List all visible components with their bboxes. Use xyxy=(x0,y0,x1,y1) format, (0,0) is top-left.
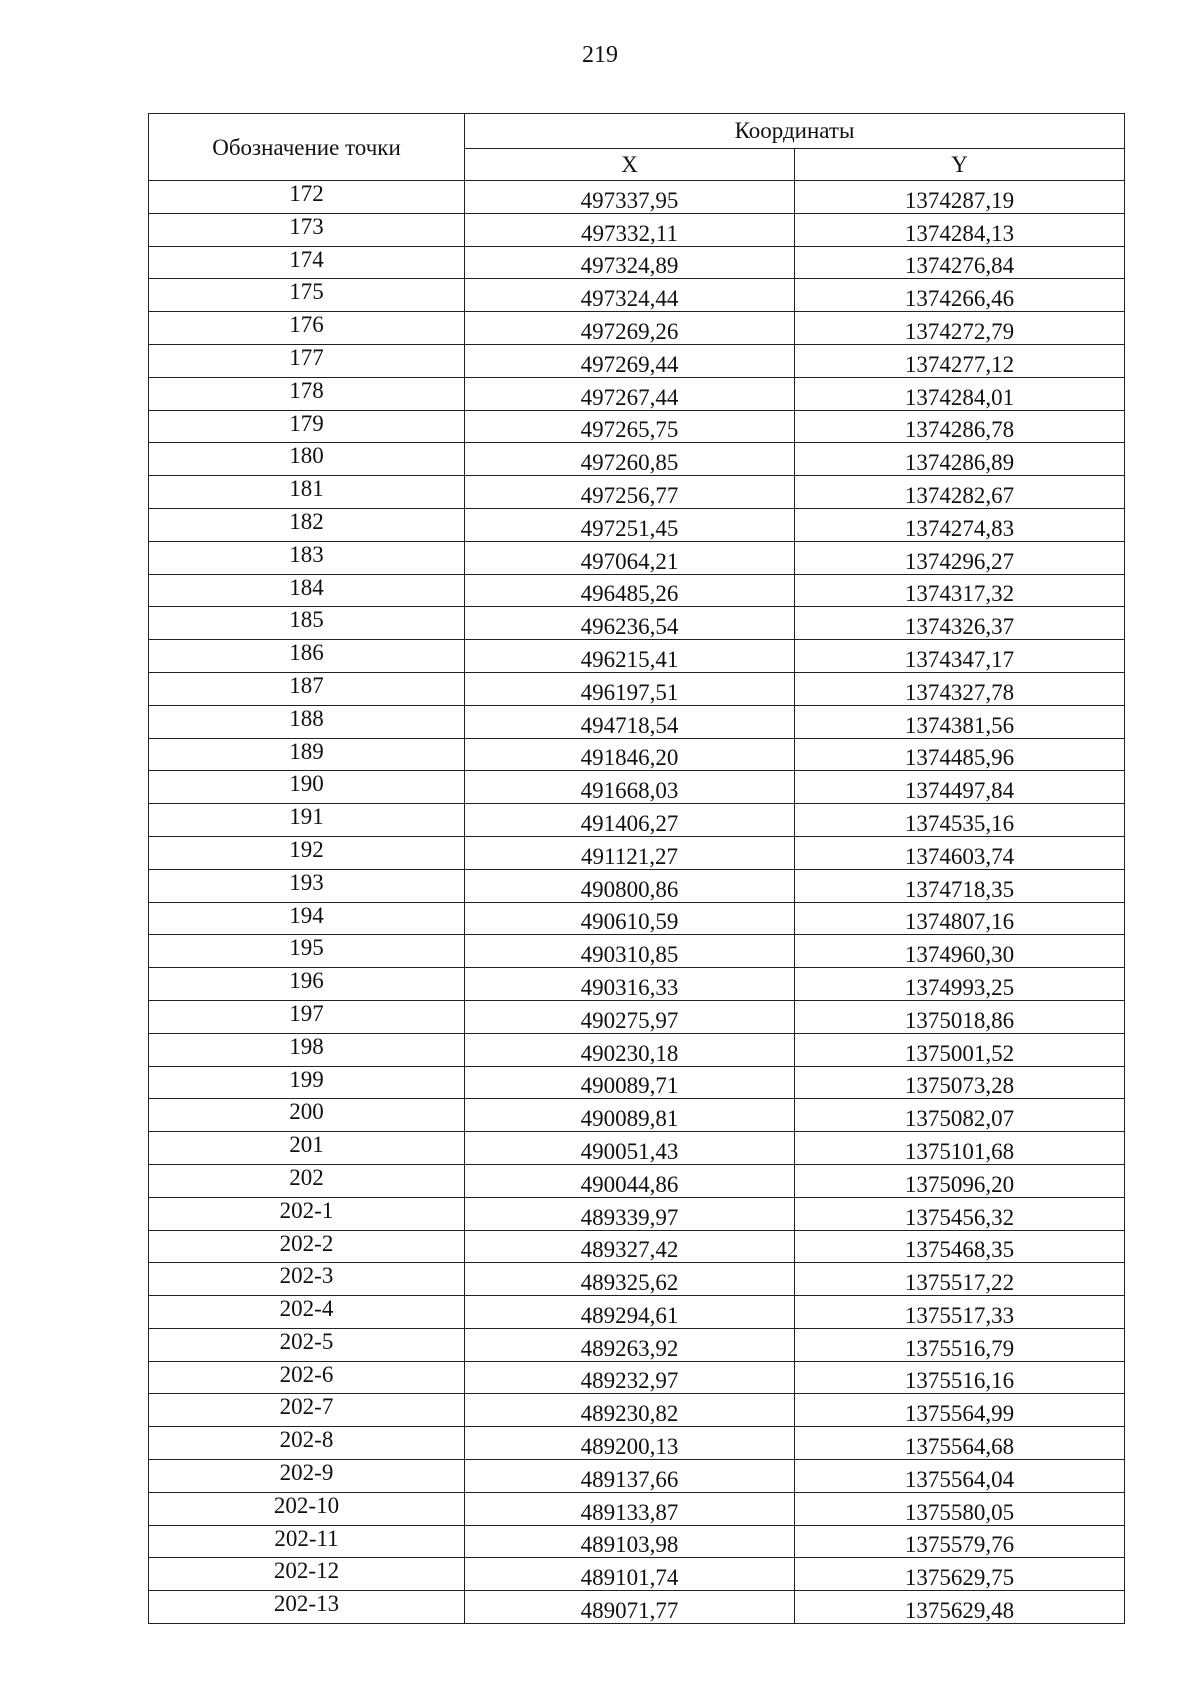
table-row xyxy=(149,1460,1125,1493)
table-row xyxy=(149,279,1125,312)
table-row xyxy=(149,213,1125,246)
table-row xyxy=(149,246,1125,279)
x-coordinate-cell: 489325,62 xyxy=(465,1263,795,1296)
y-coordinate-cell: 1375579,76 xyxy=(795,1525,1125,1558)
point-designation-cell: 192 xyxy=(149,836,465,869)
point-designation-cell: 195 xyxy=(149,935,465,968)
x-coordinate-cell: 497324,44 xyxy=(465,279,795,312)
point-designation-cell: 183 xyxy=(149,541,465,574)
y-coordinate-cell: 1374287,19 xyxy=(795,181,1125,214)
x-coordinate-cell: 490230,18 xyxy=(465,1033,795,1066)
point-designation-cell: 193 xyxy=(149,869,465,902)
table-row xyxy=(149,1525,1125,1558)
table-row xyxy=(149,1164,1125,1197)
table-body xyxy=(149,181,1125,1624)
table-row xyxy=(149,1296,1125,1329)
header-y: Y xyxy=(795,148,1125,180)
table-row xyxy=(149,443,1125,476)
table-row xyxy=(149,508,1125,541)
y-coordinate-cell: 1374327,78 xyxy=(795,672,1125,705)
x-coordinate-cell: 496215,41 xyxy=(465,640,795,673)
point-designation-cell: 202-5 xyxy=(149,1328,465,1361)
x-coordinate-cell: 489230,82 xyxy=(465,1394,795,1427)
point-designation-cell: 172 xyxy=(149,181,465,214)
y-coordinate-cell: 1375517,33 xyxy=(795,1296,1125,1329)
point-designation-cell: 202-4 xyxy=(149,1296,465,1329)
header-coordinates: Координаты xyxy=(465,114,1125,149)
y-coordinate-cell: 1375456,32 xyxy=(795,1197,1125,1230)
x-coordinate-cell: 489103,98 xyxy=(465,1525,795,1558)
point-designation-cell: 200 xyxy=(149,1099,465,1132)
y-coordinate-cell: 1375468,35 xyxy=(795,1230,1125,1263)
point-designation-cell: 202-13 xyxy=(149,1591,465,1624)
x-coordinate-cell: 489232,97 xyxy=(465,1361,795,1394)
table-row xyxy=(149,344,1125,377)
y-coordinate-cell: 1374274,83 xyxy=(795,508,1125,541)
y-coordinate-cell: 1375001,52 xyxy=(795,1033,1125,1066)
x-coordinate-cell: 489294,61 xyxy=(465,1296,795,1329)
y-coordinate-cell: 1375517,22 xyxy=(795,1263,1125,1296)
x-coordinate-cell: 489071,77 xyxy=(465,1591,795,1624)
point-designation-cell: 174 xyxy=(149,246,465,279)
y-coordinate-cell: 1374272,79 xyxy=(795,312,1125,345)
point-designation-cell: 190 xyxy=(149,771,465,804)
x-coordinate-cell: 497269,26 xyxy=(465,312,795,345)
table-row xyxy=(149,410,1125,443)
y-coordinate-cell: 1374276,84 xyxy=(795,246,1125,279)
table-row xyxy=(149,836,1125,869)
table-row xyxy=(149,902,1125,935)
y-coordinate-cell: 1374317,32 xyxy=(795,574,1125,607)
x-coordinate-cell: 489200,13 xyxy=(465,1427,795,1460)
table-row xyxy=(149,1558,1125,1591)
coordinates-table xyxy=(148,113,1125,1624)
y-coordinate-cell: 1375564,99 xyxy=(795,1394,1125,1427)
y-coordinate-cell: 1374535,16 xyxy=(795,804,1125,837)
x-coordinate-cell: 490051,43 xyxy=(465,1132,795,1165)
y-coordinate-cell: 1375629,48 xyxy=(795,1591,1125,1624)
point-designation-cell: 199 xyxy=(149,1066,465,1099)
y-coordinate-cell: 1374960,30 xyxy=(795,935,1125,968)
x-coordinate-cell: 496485,26 xyxy=(465,574,795,607)
point-designation-cell: 191 xyxy=(149,804,465,837)
point-designation-cell: 189 xyxy=(149,738,465,771)
point-designation-cell: 188 xyxy=(149,705,465,738)
x-coordinate-cell: 489137,66 xyxy=(465,1460,795,1493)
point-designation-cell: 202-7 xyxy=(149,1394,465,1427)
point-designation-cell: 202-10 xyxy=(149,1492,465,1525)
point-designation-cell: 173 xyxy=(149,213,465,246)
table-row xyxy=(149,1066,1125,1099)
y-coordinate-cell: 1375073,28 xyxy=(795,1066,1125,1099)
x-coordinate-cell: 491846,20 xyxy=(465,738,795,771)
x-coordinate-cell: 497324,89 xyxy=(465,246,795,279)
point-designation-cell: 180 xyxy=(149,443,465,476)
x-coordinate-cell: 497332,11 xyxy=(465,213,795,246)
y-coordinate-cell: 1374497,84 xyxy=(795,771,1125,804)
x-coordinate-cell: 497265,75 xyxy=(465,410,795,443)
table-row xyxy=(149,1000,1125,1033)
y-coordinate-cell: 1374381,56 xyxy=(795,705,1125,738)
point-designation-cell: 187 xyxy=(149,672,465,705)
x-coordinate-cell: 489263,92 xyxy=(465,1328,795,1361)
x-coordinate-cell: 489133,87 xyxy=(465,1492,795,1525)
point-designation-cell: 179 xyxy=(149,410,465,443)
table-row xyxy=(149,935,1125,968)
point-designation-cell: 194 xyxy=(149,902,465,935)
point-designation-cell: 196 xyxy=(149,968,465,1001)
x-coordinate-cell: 497337,95 xyxy=(465,181,795,214)
table-row xyxy=(149,1427,1125,1460)
x-coordinate-cell: 491121,27 xyxy=(465,836,795,869)
table-row xyxy=(149,1099,1125,1132)
y-coordinate-cell: 1374347,17 xyxy=(795,640,1125,673)
point-designation-cell: 186 xyxy=(149,640,465,673)
y-coordinate-cell: 1375096,20 xyxy=(795,1164,1125,1197)
y-coordinate-cell: 1375101,68 xyxy=(795,1132,1125,1165)
y-coordinate-cell: 1375516,79 xyxy=(795,1328,1125,1361)
x-coordinate-cell: 497269,44 xyxy=(465,344,795,377)
x-coordinate-cell: 490044,86 xyxy=(465,1164,795,1197)
point-designation-cell: 202-12 xyxy=(149,1558,465,1591)
y-coordinate-cell: 1375580,05 xyxy=(795,1492,1125,1525)
table-row xyxy=(149,1394,1125,1427)
header-point-designation: Обозначение точки xyxy=(149,114,465,181)
table-row xyxy=(149,541,1125,574)
table-row xyxy=(149,377,1125,410)
y-coordinate-cell: 1375629,75 xyxy=(795,1558,1125,1591)
table-row xyxy=(149,672,1125,705)
x-coordinate-cell: 489101,74 xyxy=(465,1558,795,1591)
table-row xyxy=(149,181,1125,214)
point-designation-cell: 184 xyxy=(149,574,465,607)
point-designation-cell: 178 xyxy=(149,377,465,410)
x-coordinate-cell: 490089,81 xyxy=(465,1099,795,1132)
point-designation-cell: 181 xyxy=(149,476,465,509)
point-designation-cell: 198 xyxy=(149,1033,465,1066)
point-designation-cell: 202-8 xyxy=(149,1427,465,1460)
x-coordinate-cell: 497260,85 xyxy=(465,443,795,476)
y-coordinate-cell: 1374284,01 xyxy=(795,377,1125,410)
y-coordinate-cell: 1375018,86 xyxy=(795,1000,1125,1033)
point-designation-cell: 202-1 xyxy=(149,1197,465,1230)
x-coordinate-cell: 489327,42 xyxy=(465,1230,795,1263)
y-coordinate-cell: 1374282,67 xyxy=(795,476,1125,509)
x-coordinate-cell: 490275,97 xyxy=(465,1000,795,1033)
y-coordinate-cell: 1374286,78 xyxy=(795,410,1125,443)
x-coordinate-cell: 494718,54 xyxy=(465,705,795,738)
table-row xyxy=(149,476,1125,509)
table-row xyxy=(149,1328,1125,1361)
x-coordinate-cell: 490316,33 xyxy=(465,968,795,1001)
x-coordinate-cell: 497267,44 xyxy=(465,377,795,410)
y-coordinate-cell: 1375564,68 xyxy=(795,1427,1125,1460)
point-designation-cell: 202-11 xyxy=(149,1525,465,1558)
table-header xyxy=(149,114,1125,181)
y-coordinate-cell: 1374993,25 xyxy=(795,968,1125,1001)
y-coordinate-cell: 1374718,35 xyxy=(795,869,1125,902)
table-row xyxy=(149,804,1125,837)
point-designation-cell: 202 xyxy=(149,1164,465,1197)
y-coordinate-cell: 1375516,16 xyxy=(795,1361,1125,1394)
table-row xyxy=(149,640,1125,673)
table-row xyxy=(149,1230,1125,1263)
table-row xyxy=(149,312,1125,345)
x-coordinate-cell: 497256,77 xyxy=(465,476,795,509)
table-row xyxy=(149,738,1125,771)
table-row xyxy=(149,574,1125,607)
y-coordinate-cell: 1375564,04 xyxy=(795,1460,1125,1493)
point-designation-cell: 202-9 xyxy=(149,1460,465,1493)
y-coordinate-cell: 1374807,16 xyxy=(795,902,1125,935)
table-row xyxy=(149,1492,1125,1525)
y-coordinate-cell: 1374277,12 xyxy=(795,344,1125,377)
x-coordinate-cell: 497064,21 xyxy=(465,541,795,574)
table-row xyxy=(149,607,1125,640)
x-coordinate-cell: 491668,03 xyxy=(465,771,795,804)
point-designation-cell: 202-3 xyxy=(149,1263,465,1296)
table-row xyxy=(149,771,1125,804)
table-row xyxy=(149,1263,1125,1296)
y-coordinate-cell: 1374296,27 xyxy=(795,541,1125,574)
y-coordinate-cell: 1375082,07 xyxy=(795,1099,1125,1132)
y-coordinate-cell: 1374266,46 xyxy=(795,279,1125,312)
x-coordinate-cell: 490089,71 xyxy=(465,1066,795,1099)
y-coordinate-cell: 1374603,74 xyxy=(795,836,1125,869)
y-coordinate-cell: 1374286,89 xyxy=(795,443,1125,476)
page-number: 219 xyxy=(582,42,618,68)
x-coordinate-cell: 490800,86 xyxy=(465,869,795,902)
x-coordinate-cell: 489339,97 xyxy=(465,1197,795,1230)
x-coordinate-cell: 490610,59 xyxy=(465,902,795,935)
x-coordinate-cell: 490310,85 xyxy=(465,935,795,968)
table-row xyxy=(149,1197,1125,1230)
table-row xyxy=(149,1361,1125,1394)
table-row xyxy=(149,705,1125,738)
point-designation-cell: 201 xyxy=(149,1132,465,1165)
y-coordinate-cell: 1374284,13 xyxy=(795,213,1125,246)
header-x: X xyxy=(465,148,795,180)
point-designation-cell: 175 xyxy=(149,279,465,312)
point-designation-cell: 177 xyxy=(149,344,465,377)
point-designation-cell: 182 xyxy=(149,508,465,541)
table-row xyxy=(149,968,1125,1001)
point-designation-cell: 202-6 xyxy=(149,1361,465,1394)
y-coordinate-cell: 1374485,96 xyxy=(795,738,1125,771)
x-coordinate-cell: 491406,27 xyxy=(465,804,795,837)
x-coordinate-cell: 496197,51 xyxy=(465,672,795,705)
table-row xyxy=(149,1132,1125,1165)
point-designation-cell: 202-2 xyxy=(149,1230,465,1263)
x-coordinate-cell: 497251,45 xyxy=(465,508,795,541)
table-row xyxy=(149,1033,1125,1066)
point-designation-cell: 185 xyxy=(149,607,465,640)
point-designation-cell: 176 xyxy=(149,312,465,345)
x-coordinate-cell: 496236,54 xyxy=(465,607,795,640)
y-coordinate-cell: 1374326,37 xyxy=(795,607,1125,640)
point-designation-cell: 197 xyxy=(149,1000,465,1033)
table-row xyxy=(149,1591,1125,1624)
table-row xyxy=(149,869,1125,902)
